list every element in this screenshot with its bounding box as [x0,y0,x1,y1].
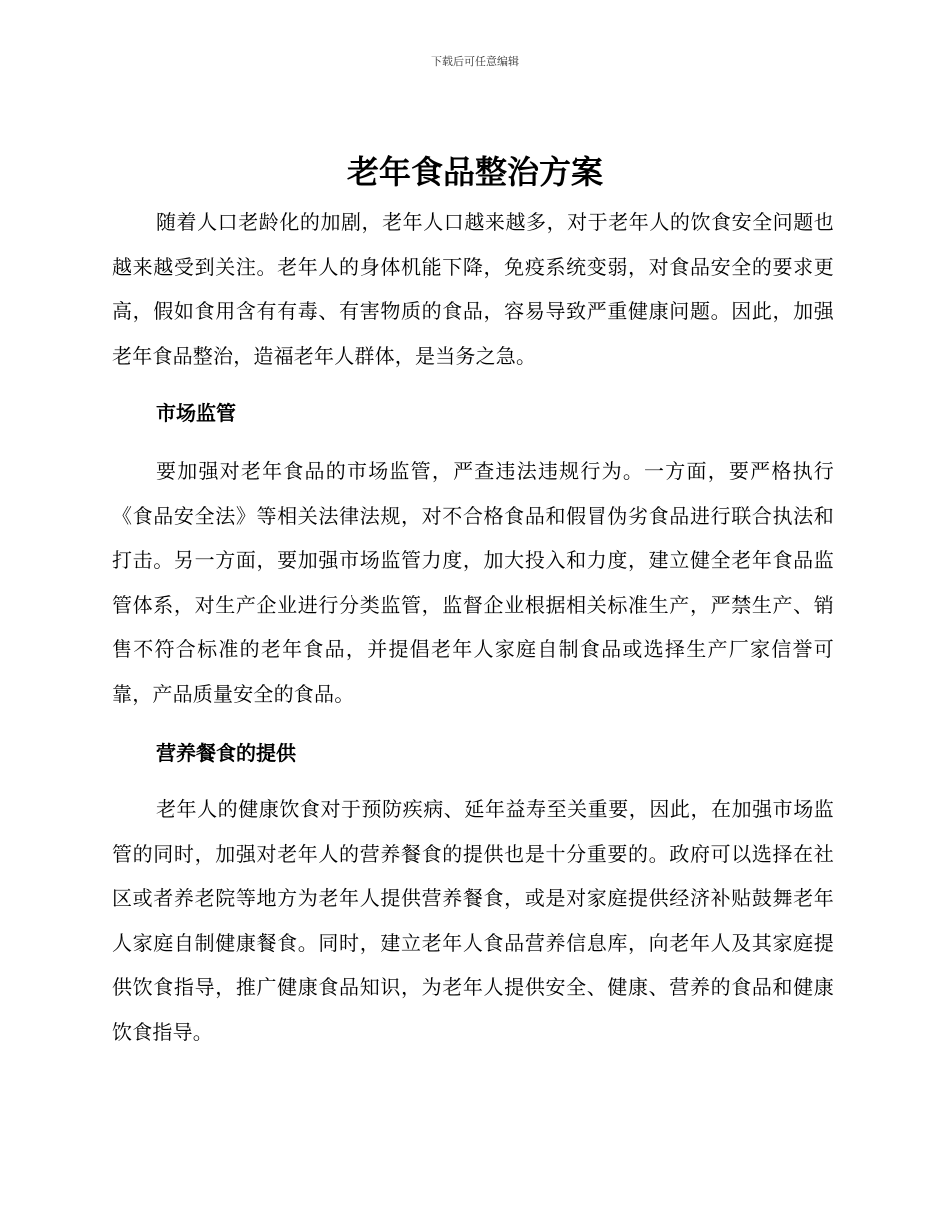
section-body-nutrition-meals: 老年人的健康饮食对于预防疾病、延年益寿至关重要，因此，在加强市场监管的同时，加强对老年人的营养餐食的提供也是十分重要的。政府可以选择在社区或者养老院等地方为老年人提供营养餐食，或是对家庭提供经济补贴鼓舞老年人家庭自制健康餐食。同时，建立老年人食品营养信息库，向老年人及其家庭提供饮食指导，推广健康食品知识，为老年人提供安全、健康、营养的食品和健康饮食指导。 [112,797,834,1044]
section-body-market-supervision: 要加强对老年食品的市场监管，严查违法违规行为。一方面，要严格执行《食品安全法》等相关法律法规，对不合格食品和假冒伪劣食品进行联合执法和打击。另一方面，要加强市场监管力度，加大投入和力度，建立健全老年食品监管体系，对生产企业进行分类监管，监督企业根据相关标准生产，严禁生产、销售不符合标准的老年食品，并提倡老年人家庭自制食品或选择生产厂家信誉可靠，产品质量安全的食品。 [112,459,834,706]
section-heading-market-supervision: 市场监管 [156,401,236,425]
header-note: 下载后可任意编辑 [431,55,519,68]
intro-paragraph: 随着人口老龄化的加剧，老年人口越来越多，对于老年人的饮食安全问题也越来越受到关注。老年人的身体机能下降，免疫系统变弱，对食品安全的要求更高，假如食用含有有毒、有害物质的食品，容易导致严重健康问题。因此，加强老年食品整治，造福老年人群体，是当务之急。 [112,210,834,368]
section-heading-nutrition-meals: 营养餐食的提供 [156,741,296,765]
page-title: 老年食品整治方案 [346,153,603,191]
